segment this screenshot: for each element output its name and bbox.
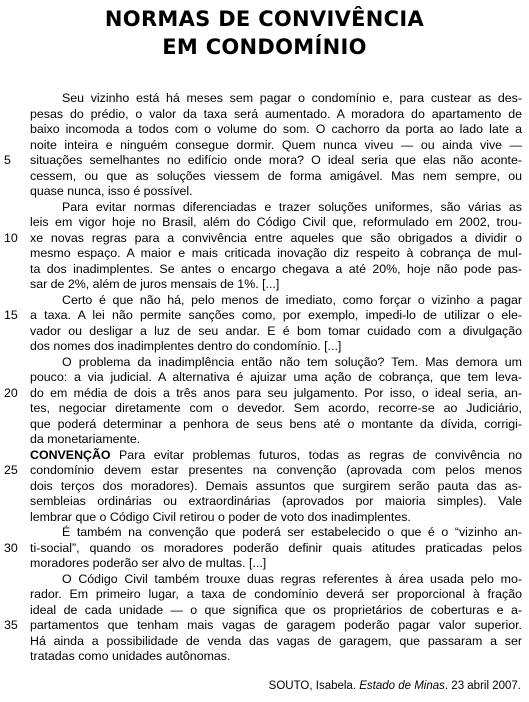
source-citation xyxy=(269,680,521,692)
line-text: pesas do prédio, o valor da taxa será aumentado. A moradora do apartamento de xyxy=(30,106,522,121)
text-line xyxy=(30,200,522,216)
line-text: da monetariamente. xyxy=(30,432,141,446)
line-text: condomínio devem estar presentes na convenção (aprovada com pelos menos xyxy=(30,463,522,477)
text-line xyxy=(30,634,522,650)
line-number: 10 xyxy=(4,230,18,245)
line-text: sar de 2%, além de juros mensais de 1%. [...] xyxy=(30,277,280,291)
line-text: lembrar que o Código Civil retirou o poder de voto dos inadimplentes. xyxy=(30,509,411,524)
line-text: Certo é que não há, pelo menos de imediato, como forçar o vizinho a pagar xyxy=(62,292,522,307)
line-number: 15 xyxy=(4,308,18,322)
text-line xyxy=(30,572,522,588)
line-text: sembleias ordinárias ou extraordinárias (aprovados por maioria simples). Vale xyxy=(30,494,522,508)
text-line xyxy=(30,169,522,185)
title-line-1: NORMAS DE CONVIVÊNCIA xyxy=(104,7,425,31)
text-line xyxy=(4,153,522,169)
text-line xyxy=(4,230,522,247)
text-line xyxy=(30,246,522,262)
line-number: 5 xyxy=(4,153,11,167)
text-line xyxy=(4,385,522,402)
article-body xyxy=(4,91,522,665)
text-line xyxy=(30,184,522,200)
text-line xyxy=(30,91,522,107)
text-line xyxy=(30,401,522,417)
line-number: 20 xyxy=(4,385,18,400)
line-text: dois terços dos moradores). Demais assuntos que surgirem serão pauta das as- xyxy=(30,478,522,493)
text-line xyxy=(30,432,522,448)
text-line xyxy=(30,587,522,603)
text-line xyxy=(30,122,522,138)
text-line xyxy=(30,277,522,293)
line-text: tratadas como unidades autônomas. xyxy=(30,649,231,663)
text-line xyxy=(30,417,522,433)
source-date: . 23 abril 2007. xyxy=(444,680,521,692)
title-line-2: EM CONDOMÍNIO xyxy=(162,35,367,59)
line-text: Seu vizinho está há meses sem pagar o condomínio e, para custear as des- xyxy=(62,91,522,105)
line-text: a taxa. A lei não permite sanções como, por exemplo, impedi-lo de utilizar o ele- xyxy=(30,308,522,322)
text-line xyxy=(30,262,522,278)
source-publication: Estado de Minas xyxy=(359,680,445,692)
text-line xyxy=(30,556,522,572)
line-text: Para evitar normas diferenciadas e trazer soluções uniformes, são várias as xyxy=(62,199,522,214)
line-text: tes, negociar diretamente com o devedor. Sem acordo, recorre-se ao Judiciário, xyxy=(30,401,522,415)
line-number: 30 xyxy=(4,540,18,555)
text-line xyxy=(30,479,522,495)
line-text: dos nomes dos inadimplentes dentro do condomínio. [...] xyxy=(30,339,342,353)
line-text: que poderá determinar a penhora de seus bens até o montante da dívida, corrigi- xyxy=(30,416,522,431)
source-author: SOUTO, Isabela. xyxy=(268,680,357,692)
line-text: vador ou desligar a luz de seu andar. E é bom tomar cuidado com a divulgação xyxy=(30,323,522,338)
text-line xyxy=(30,215,522,231)
line-text: Há ainda a possibilidade de venda das vagas de garagem, que passaram a ser xyxy=(30,633,522,648)
line-text: O problema da inadimplência então não tem solução? Tem. Mas demora um xyxy=(62,354,522,369)
text-line xyxy=(4,308,522,324)
text-line xyxy=(30,324,522,340)
line-text: ti-social”, quando os moradores poderão definir quais atitudes praticadas pelos xyxy=(30,540,522,555)
text-line xyxy=(30,339,522,355)
line-text: Para evitar problemas futuros, todas as regras de convivência no xyxy=(110,447,522,462)
text-line xyxy=(30,448,522,464)
line-text: pouco: a via judicial. A alternativa é ajuizar uma ação de cobrança, que tem leva- xyxy=(30,370,522,384)
line-text: xe novas regras para a convivência entre aqueles que são obrigados a dividir o xyxy=(30,230,522,245)
text-line xyxy=(30,293,522,309)
line-text: ta dos inadimplentes. Se antes o encargo chegava a até 20%, hoje não pode pas- xyxy=(30,261,522,276)
line-text: rador. Em primeiro lugar, a taxa de condomínio deverá ser proporcional à fração xyxy=(30,587,522,601)
line-text: mesmo espaço. A maior e mais criticada inovação diz respeito à cobrança de mul- xyxy=(30,246,522,260)
line-text: quase nunca, isso é possível. xyxy=(30,184,193,198)
line-text: noite inteira e ninguém consegue dormir. Quem nunca viveu — ou ainda vive — xyxy=(30,137,522,152)
line-text: cessem, ou que as soluções viessem de forma amigável. Mas nem sempre, ou xyxy=(30,168,522,183)
line-text: partamentos que tenham mais vagas de garagem poderão pagar valor superior. xyxy=(30,618,522,632)
line-text: ideal de cada unidade — o que significa que os proprietários de coberturas e a- xyxy=(30,602,522,617)
line-number: 25 xyxy=(4,463,18,477)
text-line xyxy=(30,107,522,123)
text-line xyxy=(30,510,522,526)
text-line xyxy=(30,355,522,371)
text-line xyxy=(30,525,522,541)
text-line xyxy=(30,370,522,386)
line-text: situações semelhantes no edifício onde mora? O ideal seria que elas não aconte- xyxy=(30,153,522,167)
line-text: leis em vigor hoje no Brasil, além do Código Civil que, reformulado em 2002, trou- xyxy=(30,215,522,229)
text-line xyxy=(30,494,522,510)
line-text: O Código Civil também trouxe duas regras referentes à área usada pelo mo- xyxy=(62,571,522,586)
section-keyword: CONVENÇÃO xyxy=(30,447,111,462)
text-line xyxy=(30,138,522,154)
text-line xyxy=(4,540,522,557)
text-line xyxy=(4,463,522,479)
text-line xyxy=(30,603,522,619)
line-text: moradores poderão ser alvo de multas. [...] xyxy=(30,556,267,570)
text-line xyxy=(30,649,522,665)
line-text: É também na convenção que poderá ser estabelecido o que é o “vizinho an- xyxy=(62,525,522,539)
line-text: baixo incomoda a todos com o volume do som. O cachorro da porta ao lado late a xyxy=(30,122,522,136)
text-line xyxy=(4,618,522,634)
line-text: do em média de dois a três anos para seu julgamento. Por isso, o ideal seria, an- xyxy=(30,385,522,400)
line-number: 35 xyxy=(4,618,18,632)
